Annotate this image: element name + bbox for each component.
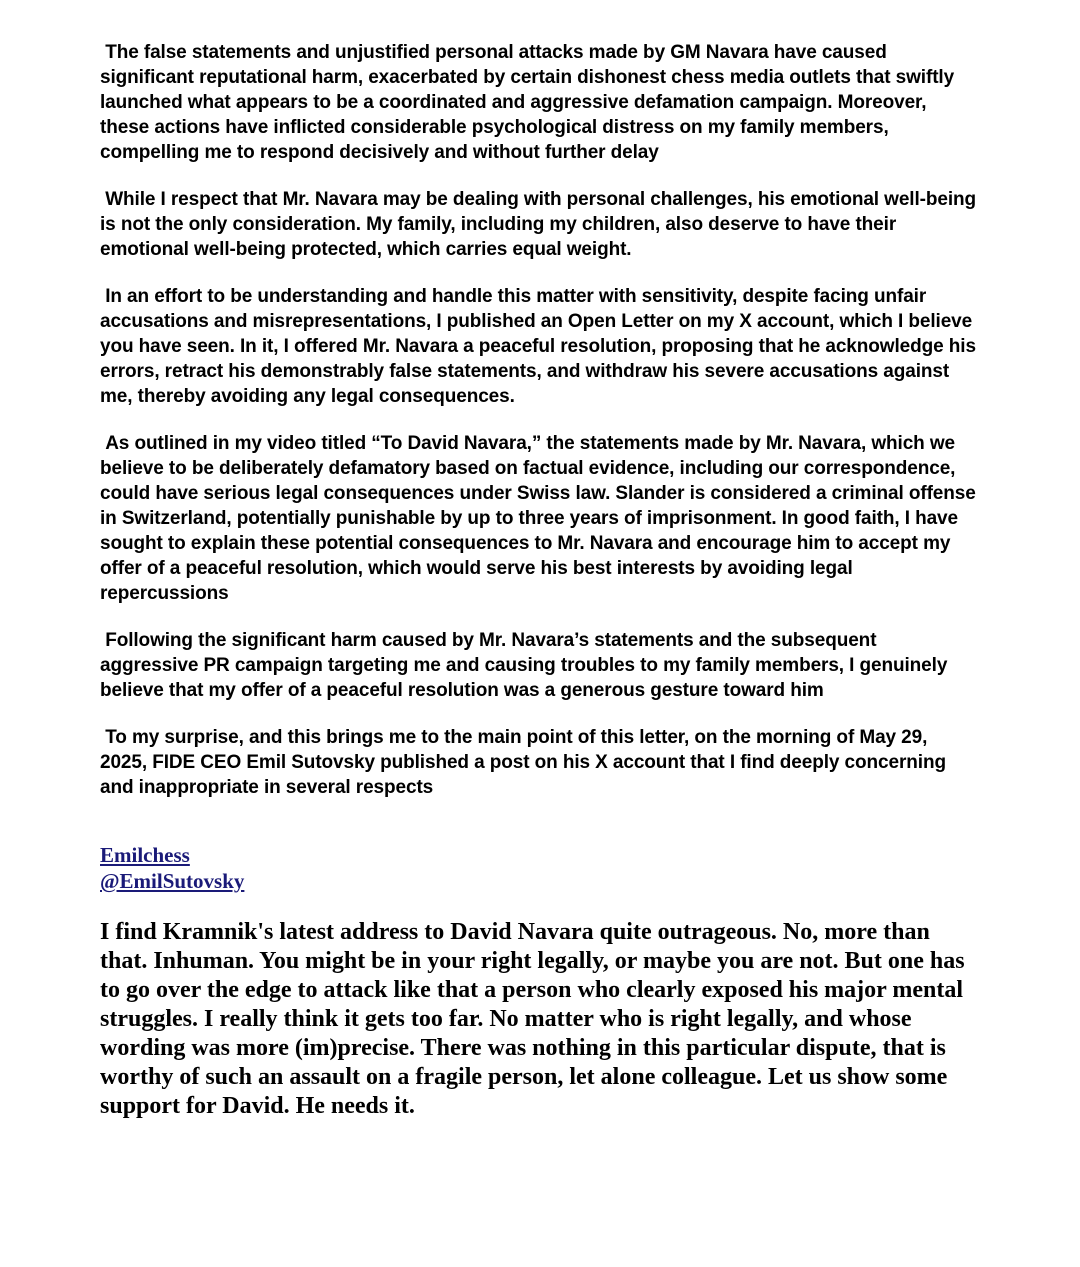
tweet-text: I find Kramnik's latest address to David Navara quite outrageous. No, more than that. Inhuman. You might be in your right legally, or maybe you are not. But one has to go over the edge to attack like that a person who clearly exposed his major mental struggles. I really think it gets too far. No matter who is right legally, and whose wording was more (im)precise. There was nothing in this particular dispute, that is worthy of such an assault on a fragile person, let alone colleague. Let us show some support for David. He needs it. (100, 919, 971, 1119)
tweet-author-handle-link[interactable]: @EmilSutovsky (100, 869, 245, 893)
letter-body (100, 40, 982, 800)
letter-paragraph-6: To my surprise, and this brings me to the main point of this letter, on the morning of May 29, 2025, FIDE CEO Emil Sutovsky published a post on his X account that I find deeply concerning and inappropriate in several respects (100, 727, 952, 798)
quoted-tweet (100, 842, 978, 1121)
letter-paragraph-2: While I respect that Mr. Navara may be dealing with personal challenges, his emotional well-being is not the only consideration. My family, including my children, also deserve to have their emotional well-being protected, which carries equal weight. (100, 189, 982, 260)
letter-paragraph-5: Following the significant harm caused by Mr. Navara’s statements and the subsequent aggressive PR campaign targeting me and causing troubles to my family members, I genuinely believe that my offer of a peaceful resolution was a generous gesture toward him (100, 630, 953, 701)
letter-paragraph-4: As outlined in my video titled “To David Navara,” the statements made by Mr. Navara, which we believe to be deliberately defamatory based on factual evidence, including our correspondence, could have serious legal consequences under Swiss law. Slander is considered a criminal offense in Switzerland, potentially punishable by up to three years of imprisonment. In good faith, I have sought to explain these potential consequences to Mr. Navara and encourage him to accept my offer of a peaceful resolution, which would serve his best interests by avoiding legal repercussions (100, 433, 981, 604)
tweet-author-name-link[interactable]: Emilchess (100, 843, 190, 867)
letter-paragraph-1: The false statements and unjustified personal attacks made by GM Navara have caused significant reputational harm, exacerbated by certain dishonest chess media outlets that swiftly launched what appears to be a coordinated and aggressive defamation campaign. Moreover, these actions have inflicted considerable psychological distress on my family members, compelling me to respond decisively and without further delay (100, 42, 960, 163)
letter-paragraph-3: In an effort to be understanding and handle this matter with sensitivity, despite facing unfair accusations and misrepresentations, I published an Open Letter on my X account, which I believe you have seen. In it, I offered Mr. Navara a peaceful resolution, proposing that he acknowledge his errors, retract his demonstrably false statements, and withdraw his severe accusations against me, thereby avoiding any legal consequences. (100, 286, 982, 407)
